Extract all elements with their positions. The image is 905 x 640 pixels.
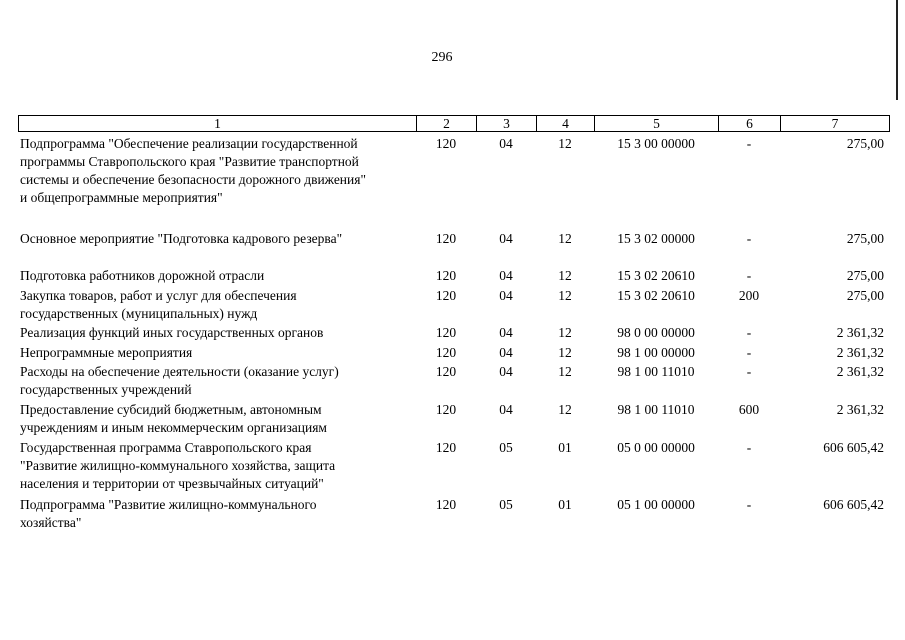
row-col-7: 606 605,42 [823, 440, 884, 455]
row-col-3: 05 [499, 497, 513, 512]
row-col-3: 04 [499, 288, 513, 303]
row-col-3: 04 [499, 231, 513, 246]
table-row [18, 230, 888, 248]
row-col-6: - [746, 345, 752, 360]
row-col-3: 04 [499, 364, 513, 379]
table-row [18, 287, 888, 323]
row-col-4: 12 [558, 288, 572, 303]
row-col-5: 98 1 00 11010 [617, 402, 695, 417]
row-name [18, 439, 416, 493]
page-number: 296 [431, 50, 453, 65]
row-col-6: - [746, 497, 752, 512]
table-header [18, 115, 890, 132]
row-name [18, 363, 416, 399]
row-col-3: 04 [499, 345, 513, 360]
row-name-line: Закупка товаров, работ и услуг для обеспечения [20, 288, 297, 303]
row-col-2: 120 [435, 268, 457, 283]
row-name-line: и общепрограммные мероприятия" [20, 190, 223, 205]
row-col-4: 12 [558, 231, 572, 246]
header-col-6: 6 [719, 116, 781, 131]
row-name-line: программы Ставропольского края "Развитие транспортной [20, 154, 359, 169]
header-col-1: 1 [19, 116, 417, 131]
row-col-7: 275,00 [846, 268, 884, 283]
row-col-5: 98 1 00 11010 [617, 364, 695, 379]
row-col-6: 200 [738, 288, 760, 303]
row-col-2: 120 [435, 497, 457, 512]
row-col-2: 120 [435, 136, 457, 151]
row-name-line: Подпрограмма "Развитие жилищно-коммунального [20, 497, 317, 512]
row-col-4: 12 [558, 268, 572, 283]
row-name [18, 230, 416, 248]
row-name [18, 324, 416, 342]
row-name-line: учреждениям и иным некоммерческим организациям [20, 420, 327, 435]
row-name-line: Государственная программа Ставропольского края [20, 440, 312, 455]
row-col-2: 120 [435, 288, 457, 303]
row-name [18, 287, 416, 323]
row-col-4: 12 [558, 325, 572, 340]
header-col-7: 7 [831, 116, 839, 131]
row-name [18, 496, 416, 532]
row-name-line: "Развитие жилищно-коммунального хозяйства, защита [20, 458, 336, 473]
row-col-7: 275,00 [846, 136, 884, 151]
row-col-5: 15 3 02 20610 [617, 288, 695, 303]
row-name-line: государственных (муниципальных) нужд [20, 306, 258, 321]
row-col-4: 12 [558, 136, 572, 151]
row-name-line: Реализация функций иных государственных органов [20, 325, 324, 340]
table-row [18, 401, 888, 437]
row-name [18, 344, 416, 362]
row-name-line: Непрограммные мероприятия [20, 345, 193, 360]
row-name-line: Расходы на обеспечение деятельности (оказание услуг) [20, 364, 339, 379]
row-col-2: 120 [435, 231, 457, 246]
table-row [18, 135, 888, 207]
table-row [18, 496, 888, 532]
row-col-2: 120 [435, 364, 457, 379]
row-name-line: государственных учреждений [20, 382, 192, 397]
row-col-5: 15 3 02 20610 [617, 268, 695, 283]
row-col-4: 01 [558, 497, 572, 512]
row-col-7: 606 605,42 [823, 497, 884, 512]
table-row [18, 363, 888, 399]
table-row [18, 344, 888, 362]
row-col-2: 120 [435, 402, 457, 417]
header-col-4: 4 [537, 116, 595, 131]
row-col-2: 120 [435, 325, 457, 340]
row-col-5: 15 3 02 00000 [617, 231, 695, 246]
table-row [18, 324, 888, 342]
row-col-6: - [746, 440, 752, 455]
row-col-6: - [746, 364, 752, 379]
row-name [18, 135, 416, 207]
row-name [18, 267, 416, 285]
row-col-3: 04 [499, 402, 513, 417]
row-name-line: Подготовка работников дорожной отрасли [20, 268, 265, 283]
row-col-7: 275,00 [846, 231, 884, 246]
row-col-2: 120 [435, 440, 457, 455]
row-name-line: Основное мероприятие "Подготовка кадрового резерва" [20, 231, 343, 246]
row-col-6: - [746, 325, 752, 340]
row-col-7: 275,00 [846, 288, 884, 303]
row-col-3: 04 [499, 268, 513, 283]
row-col-3: 04 [499, 325, 513, 340]
row-col-6: - [746, 136, 752, 151]
header-col-3: 3 [477, 116, 537, 131]
row-col-5: 98 0 00 00000 [617, 325, 695, 340]
row-col-6: 600 [738, 402, 760, 417]
row-name-line: Предоставление субсидий бюджетным, автономным [20, 402, 322, 417]
row-col-6: - [746, 231, 752, 246]
row-name-line: населения и территории от чрезвычайных ситуаций" [20, 476, 324, 491]
row-col-3: 05 [499, 440, 513, 455]
row-col-7: 2 361,32 [836, 325, 884, 340]
row-name-line: хозяйства" [20, 515, 82, 530]
row-col-6: - [746, 268, 752, 283]
page-edge-bar [896, 0, 898, 100]
table-row [18, 267, 888, 285]
row-col-7: 2 361,32 [836, 402, 884, 417]
row-col-4: 12 [558, 364, 572, 379]
row-col-7: 2 361,32 [836, 364, 884, 379]
row-name [18, 401, 416, 437]
row-col-5: 98 1 00 00000 [617, 345, 695, 360]
row-col-4: 12 [558, 345, 572, 360]
row-col-4: 12 [558, 402, 572, 417]
row-name-line: системы и обеспечение безопасности дорожного движения" [20, 172, 366, 187]
row-col-7: 2 361,32 [836, 345, 884, 360]
header-col-2: 2 [417, 116, 477, 131]
row-col-5: 15 3 00 00000 [617, 136, 695, 151]
row-col-5: 05 1 00 00000 [617, 497, 695, 512]
row-col-5: 05 0 00 00000 [617, 440, 695, 455]
row-col-4: 01 [558, 440, 572, 455]
row-col-3: 04 [499, 136, 513, 151]
header-col-5: 5 [595, 116, 719, 131]
row-name-line: Подпрограмма "Обеспечение реализации государственной [20, 136, 358, 151]
table-row [18, 439, 888, 493]
row-col-2: 120 [435, 345, 457, 360]
